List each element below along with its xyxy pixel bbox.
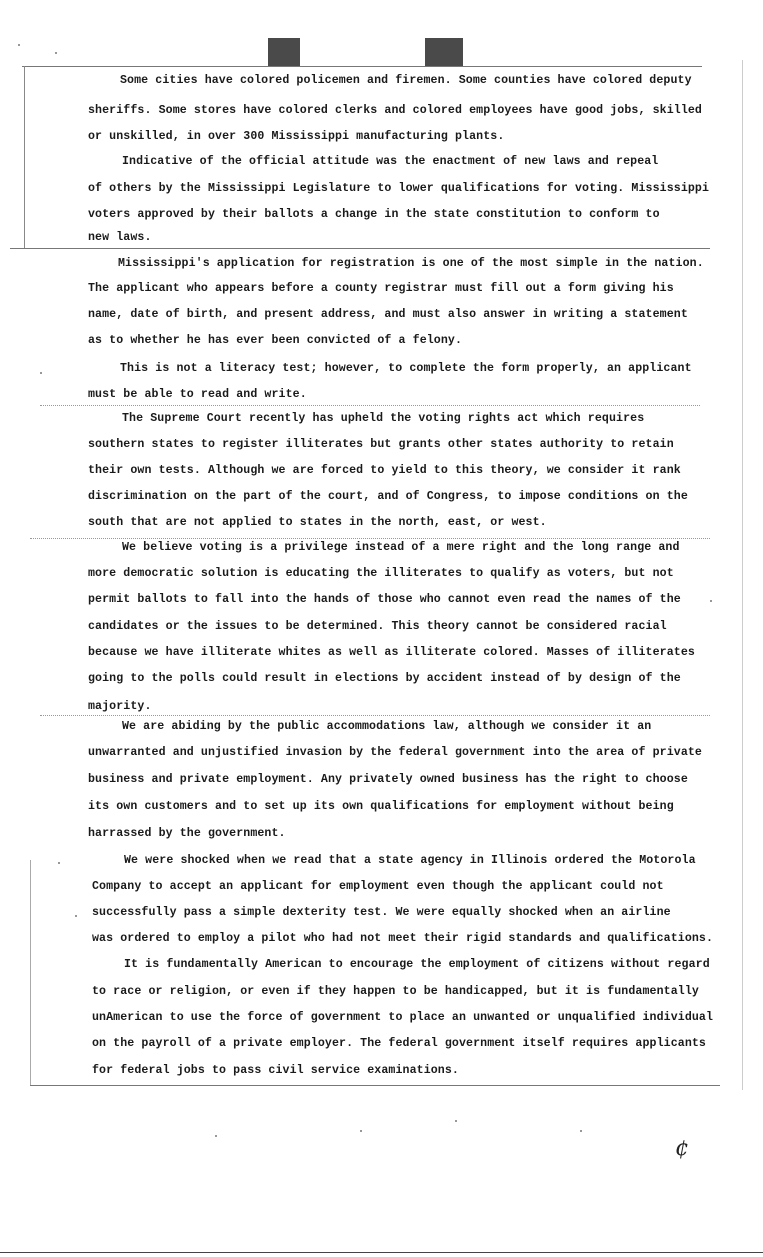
text-line: We were shocked when we read that a state agency in Illinois ordered the Motorola (124, 854, 696, 867)
text-line: its own customers and to set up its own qualifications for employment without being (88, 800, 674, 813)
binder-mark-right (425, 38, 463, 66)
text-line: because we have illiterate whites as well as illiterate colored. Masses of illiterates (88, 646, 695, 659)
scan-speck (18, 44, 20, 46)
text-line: The Supreme Court recently has upheld the voting rights act which requires (122, 412, 645, 425)
text-line: new laws. (88, 231, 152, 244)
text-line: sheriffs. Some stores have colored clerks and colored employees have good jobs, skilled (88, 104, 702, 117)
left-margin-rule-lower (30, 860, 31, 1085)
footer-rule (0, 1252, 763, 1253)
text-line: candidates or the issues to be determined. This theory cannot be considered racial (88, 620, 667, 633)
text-line: We believe voting is a privilege instead of a mere right and the long range and (122, 541, 680, 554)
scan-speck (75, 915, 77, 917)
text-line: more democratic solution is educating the illiterates to qualify as voters, but not (88, 567, 674, 580)
section-rule-2 (40, 405, 700, 406)
scan-speck (58, 862, 60, 864)
text-line: unwarranted and unjustified invasion by the federal government into the area of private (88, 746, 702, 759)
bottom-rule (30, 1085, 720, 1086)
section-rule-4 (40, 715, 710, 716)
text-line: successfully pass a simple dexterity test. We were equally shocked when an airline (92, 906, 671, 919)
text-line: It is fundamentally American to encourage the employment of citizens without regard (124, 958, 710, 971)
scan-speck (455, 1120, 457, 1122)
text-line: The applicant who appears before a county registrar must fill out a form giving his (88, 282, 674, 295)
text-line: must be able to read and write. (88, 388, 307, 401)
text-line: unAmerican to use the force of government to place an unwanted or unqualified individual (92, 1011, 714, 1024)
text-line: was ordered to employ a pilot who had not meet their rigid standards and qualifications. (92, 932, 714, 945)
text-line: as to whether he has ever been convicted of a felony. (88, 334, 463, 347)
text-line: south that are not applied to states in the north, east, or west. (88, 516, 547, 529)
text-line: on the payroll of a private employer. The federal government itself requires applicants (92, 1037, 706, 1050)
scan-speck (55, 52, 57, 54)
scan-speck (215, 1135, 217, 1137)
text-line: voters approved by their ballots a change in the state constitution to conform to (88, 208, 660, 221)
text-line: to race or religion, or even if they happen to be handicapped, but it is fundamentally (92, 985, 699, 998)
text-line: permit ballots to fall into the hands of those who cannot even read the names of the (88, 593, 681, 606)
text-line: discrimination on the part of the court, and of Congress, to impose conditions on the (88, 490, 688, 503)
text-line: We are abiding by the public accommodations law, although we consider it an (122, 720, 652, 733)
text-line: for federal jobs to pass civil service examinations. (92, 1064, 459, 1077)
text-line: harrassed by the government. (88, 827, 286, 840)
scan-speck (40, 372, 42, 374)
scan-speck (360, 1130, 362, 1132)
text-line: majority. (88, 700, 152, 713)
left-margin-rule (24, 66, 25, 248)
top-rule (22, 66, 702, 67)
text-line: business and private employment. Any privately owned business has the right to choose (88, 773, 688, 786)
text-line: Company to accept an applicant for employment even though the applicant could not (92, 880, 664, 893)
text-line: name, date of birth, and present address, and must also answer in writing a statement (88, 308, 688, 321)
text-line: southern states to register illiterates but grants other states authority to retain (88, 438, 674, 451)
text-line: their own tests. Although we are forced to yield to this theory, we consider it rank (88, 464, 681, 477)
scan-speck (710, 600, 712, 602)
section-rule-3 (30, 538, 710, 539)
text-line: This is not a literacy test; however, to complete the form properly, an applicant (120, 362, 692, 375)
text-line: or unskilled, in over 300 Mississippi manufacturing plants. (88, 130, 505, 143)
text-line: of others by the Mississippi Legislature to lower qualifications for voting. Mississippi (88, 182, 710, 195)
section-rule-1 (10, 248, 710, 249)
text-line: Indicative of the official attitude was the enactment of new laws and repeal (122, 155, 659, 168)
handwritten-page-mark: ¢ (675, 1136, 689, 1161)
scan-speck (580, 1130, 582, 1132)
text-line: Mississippi's application for registration is one of the most simple in the nation. (118, 257, 704, 270)
binder-mark-left (268, 38, 300, 66)
text-line: Some cities have colored policemen and firemen. Some counties have colored deputy (120, 74, 692, 87)
text-line: going to the polls could result in elections by accident instead of by design of the (88, 672, 681, 685)
right-margin-rule (742, 60, 743, 1090)
